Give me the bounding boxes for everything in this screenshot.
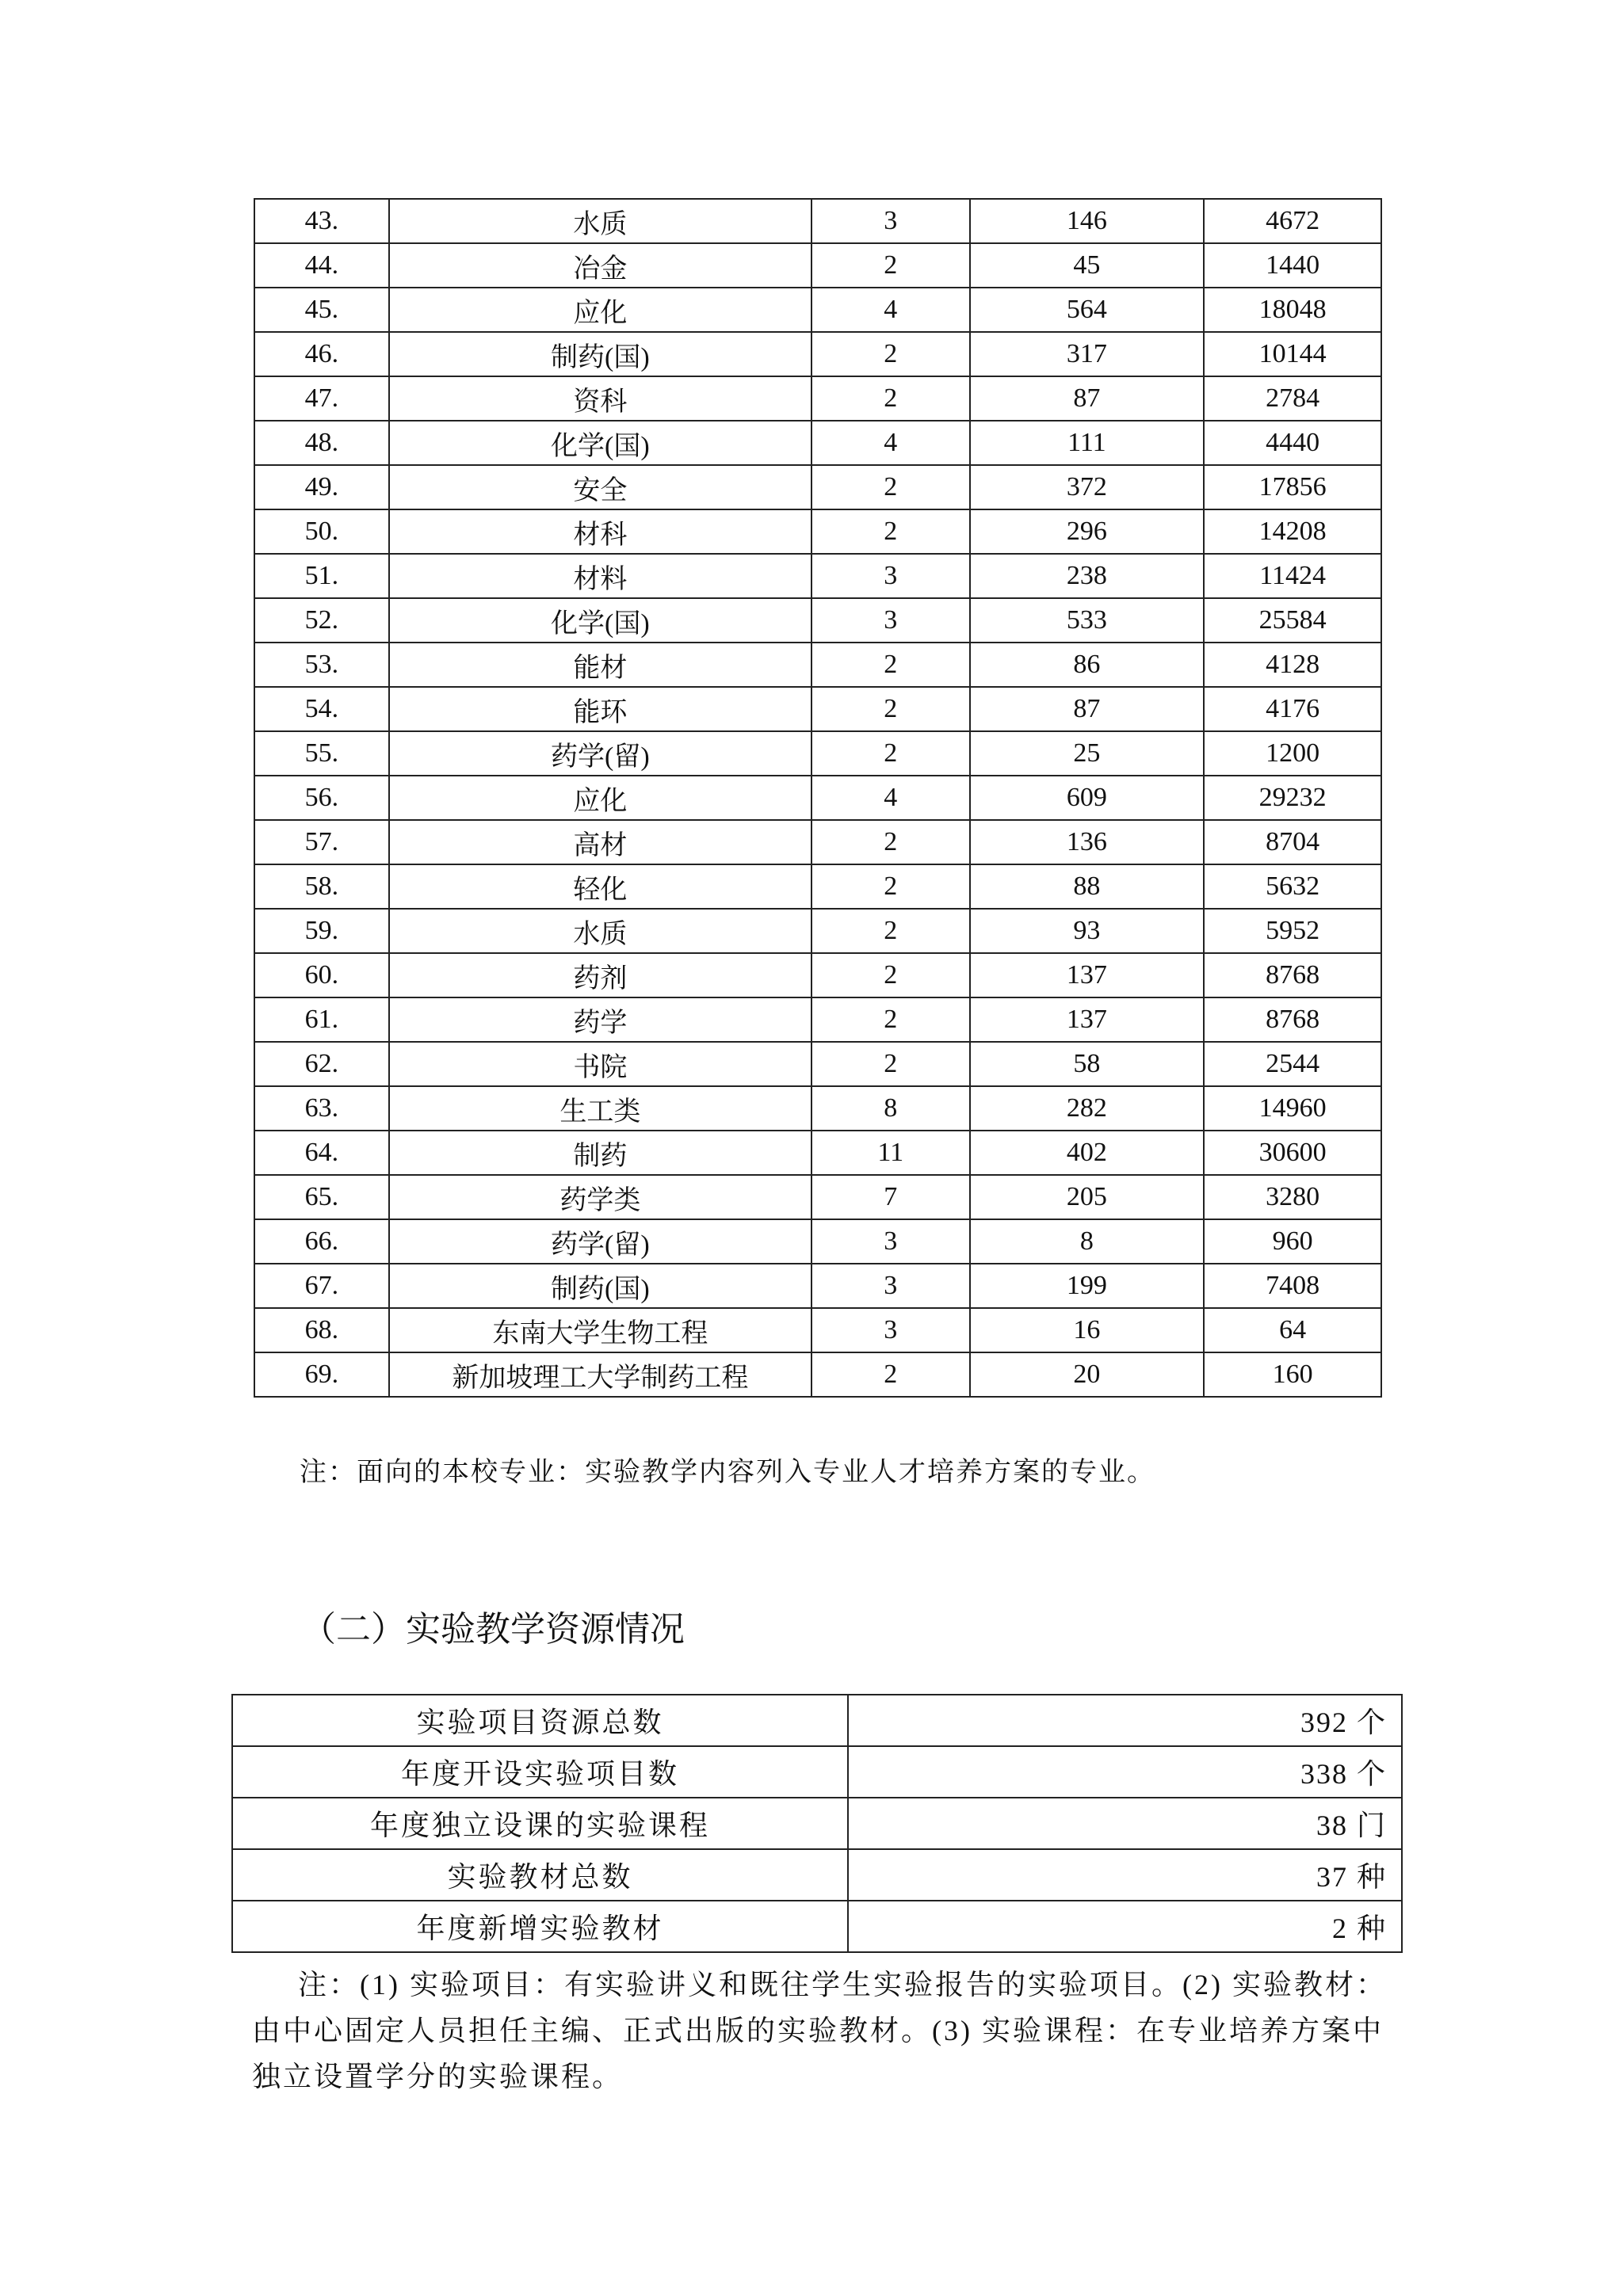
table-row xyxy=(254,1352,1381,1397)
table-row xyxy=(254,1131,1381,1175)
major-name: 能材 xyxy=(389,643,812,687)
student-hours: 4672 xyxy=(1204,199,1381,243)
student-count: 296 xyxy=(970,509,1205,554)
course-count: 2 xyxy=(812,731,970,776)
row-index: 65. xyxy=(254,1175,389,1219)
major-name: 化学(国) xyxy=(389,598,812,643)
table-row xyxy=(232,1901,1402,1952)
student-count: 238 xyxy=(970,554,1205,598)
row-index: 55. xyxy=(254,731,389,776)
student-count: 16 xyxy=(970,1308,1205,1352)
major-name: 材料 xyxy=(389,554,812,598)
table-row xyxy=(254,1264,1381,1308)
course-table xyxy=(254,198,1382,1398)
major-name: 安全 xyxy=(389,465,812,509)
student-hours: 4176 xyxy=(1204,687,1381,731)
table-row xyxy=(232,1746,1402,1798)
student-hours: 4128 xyxy=(1204,643,1381,687)
row-index: 48. xyxy=(254,421,389,465)
row-index: 63. xyxy=(254,1086,389,1131)
major-name: 冶金 xyxy=(389,243,812,288)
course-count: 4 xyxy=(812,288,970,332)
student-hours: 2544 xyxy=(1204,1042,1381,1086)
row-index: 64. xyxy=(254,1131,389,1175)
major-name: 能环 xyxy=(389,687,812,731)
course-count: 7 xyxy=(812,1175,970,1219)
table-row xyxy=(232,1798,1402,1849)
course-count: 11 xyxy=(812,1131,970,1175)
row-index: 50. xyxy=(254,509,389,554)
row-index: 56. xyxy=(254,776,389,820)
major-name: 材科 xyxy=(389,509,812,554)
student-hours: 14208 xyxy=(1204,509,1381,554)
student-count: 317 xyxy=(970,332,1205,376)
major-name: 药学 xyxy=(389,997,812,1042)
student-hours: 14960 xyxy=(1204,1086,1381,1131)
course-count: 2 xyxy=(812,1042,970,1086)
course-count: 3 xyxy=(812,1219,970,1264)
row-index: 67. xyxy=(254,1264,389,1308)
course-count: 3 xyxy=(812,554,970,598)
table-row xyxy=(254,509,1381,554)
student-hours: 17856 xyxy=(1204,465,1381,509)
resource-label: 实验项目资源总数 xyxy=(232,1695,848,1746)
student-hours: 18048 xyxy=(1204,288,1381,332)
student-hours: 960 xyxy=(1204,1219,1381,1264)
student-count: 86 xyxy=(970,643,1205,687)
major-name: 制药(国) xyxy=(389,1264,812,1308)
table-row xyxy=(254,1308,1381,1352)
major-name: 资科 xyxy=(389,376,812,421)
row-index: 54. xyxy=(254,687,389,731)
student-hours: 8704 xyxy=(1204,820,1381,864)
student-count: 87 xyxy=(970,687,1205,731)
student-count: 45 xyxy=(970,243,1205,288)
major-name: 书院 xyxy=(389,1042,812,1086)
table-row xyxy=(254,864,1381,909)
student-hours: 5952 xyxy=(1204,909,1381,953)
student-count: 58 xyxy=(970,1042,1205,1086)
course-count: 3 xyxy=(812,1308,970,1352)
student-count: 20 xyxy=(970,1352,1205,1397)
major-name: 应化 xyxy=(389,776,812,820)
course-count: 2 xyxy=(812,820,970,864)
student-count: 25 xyxy=(970,731,1205,776)
major-name: 化学(国) xyxy=(389,421,812,465)
student-count: 372 xyxy=(970,465,1205,509)
row-index: 58. xyxy=(254,864,389,909)
student-hours: 8768 xyxy=(1204,997,1381,1042)
table-row xyxy=(254,953,1381,997)
student-hours: 25584 xyxy=(1204,598,1381,643)
major-name: 轻化 xyxy=(389,864,812,909)
major-name: 药学(留) xyxy=(389,731,812,776)
student-count: 146 xyxy=(970,199,1205,243)
student-hours: 3280 xyxy=(1204,1175,1381,1219)
course-count: 3 xyxy=(812,1264,970,1308)
student-count: 533 xyxy=(970,598,1205,643)
major-name: 应化 xyxy=(389,288,812,332)
student-count: 564 xyxy=(970,288,1205,332)
row-index: 43. xyxy=(254,199,389,243)
major-name: 制药(国) xyxy=(389,332,812,376)
row-index: 59. xyxy=(254,909,389,953)
course-count: 2 xyxy=(812,643,970,687)
student-count: 137 xyxy=(970,953,1205,997)
resource-note: 注：(1) 实验项目：有实验讲义和既往学生实验报告的实验项目。(2) 实验教材：由中心固定人员担任主编、正式出版的实验教材。(3) 实验课程：在专业培养方案中独立设置学分的实验课程。 xyxy=(252,1969,1387,2092)
course-count: 2 xyxy=(812,376,970,421)
resource-value: 37 种 xyxy=(848,1849,1402,1901)
row-index: 57. xyxy=(254,820,389,864)
student-count: 88 xyxy=(970,864,1205,909)
course-count: 2 xyxy=(812,1352,970,1397)
resource-value: 338 个 xyxy=(848,1746,1402,1798)
table-row xyxy=(254,1219,1381,1264)
student-count: 87 xyxy=(970,376,1205,421)
student-hours: 160 xyxy=(1204,1352,1381,1397)
student-count: 282 xyxy=(970,1086,1205,1131)
course-count: 3 xyxy=(812,598,970,643)
student-count: 609 xyxy=(970,776,1205,820)
major-name: 生工类 xyxy=(389,1086,812,1131)
row-index: 44. xyxy=(254,243,389,288)
course-count: 3 xyxy=(812,199,970,243)
table-row xyxy=(254,1175,1381,1219)
major-name: 药学类 xyxy=(389,1175,812,1219)
row-index: 49. xyxy=(254,465,389,509)
course-count: 2 xyxy=(812,332,970,376)
course-count: 2 xyxy=(812,909,970,953)
student-hours: 2784 xyxy=(1204,376,1381,421)
table-row xyxy=(254,776,1381,820)
table-row xyxy=(254,288,1381,332)
table-row xyxy=(254,1086,1381,1131)
table-row xyxy=(254,465,1381,509)
student-hours: 64 xyxy=(1204,1308,1381,1352)
row-index: 69. xyxy=(254,1352,389,1397)
student-count: 137 xyxy=(970,997,1205,1042)
row-index: 53. xyxy=(254,643,389,687)
row-index: 46. xyxy=(254,332,389,376)
table-row xyxy=(254,643,1381,687)
row-index: 62. xyxy=(254,1042,389,1086)
table-row xyxy=(254,598,1381,643)
student-hours: 30600 xyxy=(1204,1131,1381,1175)
course-count: 8 xyxy=(812,1086,970,1131)
resource-label: 年度新增实验教材 xyxy=(232,1901,848,1952)
major-name: 东南大学生物工程 xyxy=(389,1308,812,1352)
course-table-body xyxy=(254,199,1381,1397)
resource-value: 2 种 xyxy=(848,1901,1402,1952)
table-row xyxy=(254,332,1381,376)
table-row xyxy=(254,909,1381,953)
resource-label: 年度独立设课的实验课程 xyxy=(232,1798,848,1849)
table-row xyxy=(254,731,1381,776)
major-name: 药剂 xyxy=(389,953,812,997)
student-count: 136 xyxy=(970,820,1205,864)
table-row xyxy=(254,997,1381,1042)
course-count: 2 xyxy=(812,953,970,997)
row-index: 52. xyxy=(254,598,389,643)
table-row xyxy=(254,199,1381,243)
student-hours: 10144 xyxy=(1204,332,1381,376)
resource-value: 38 门 xyxy=(848,1798,1402,1849)
table-row xyxy=(254,820,1381,864)
resource-table-body xyxy=(232,1695,1402,1952)
course-count: 2 xyxy=(812,509,970,554)
course-count: 2 xyxy=(812,243,970,288)
row-index: 66. xyxy=(254,1219,389,1264)
major-name: 制药 xyxy=(389,1131,812,1175)
student-hours: 7408 xyxy=(1204,1264,1381,1308)
row-index: 61. xyxy=(254,997,389,1042)
course-count: 2 xyxy=(812,997,970,1042)
course-count: 4 xyxy=(812,421,970,465)
course-count: 2 xyxy=(812,864,970,909)
table-row xyxy=(254,554,1381,598)
table-row xyxy=(232,1695,1402,1746)
row-index: 47. xyxy=(254,376,389,421)
section-title: （二）实验教学资源情况 xyxy=(301,1609,685,1650)
student-count: 402 xyxy=(970,1131,1205,1175)
student-hours: 11424 xyxy=(1204,554,1381,598)
table-note: 注：面向的本校专业：实验教学内容列入专业人才培养方案的专业。 xyxy=(300,1458,1155,1487)
student-hours: 1200 xyxy=(1204,731,1381,776)
table-row xyxy=(254,1042,1381,1086)
resource-label: 年度开设实验项目数 xyxy=(232,1746,848,1798)
row-index: 51. xyxy=(254,554,389,598)
table-row xyxy=(232,1849,1402,1901)
major-name: 高材 xyxy=(389,820,812,864)
student-hours: 29232 xyxy=(1204,776,1381,820)
table-row xyxy=(254,421,1381,465)
student-count: 8 xyxy=(970,1219,1205,1264)
major-name: 新加坡理工大学制药工程 xyxy=(389,1352,812,1397)
student-hours: 4440 xyxy=(1204,421,1381,465)
student-count: 111 xyxy=(970,421,1205,465)
major-name: 药学(留) xyxy=(389,1219,812,1264)
major-name: 水质 xyxy=(389,199,812,243)
student-count: 199 xyxy=(970,1264,1205,1308)
major-name: 水质 xyxy=(389,909,812,953)
table-row xyxy=(254,376,1381,421)
table-row xyxy=(254,687,1381,731)
row-index: 60. xyxy=(254,953,389,997)
student-hours: 8768 xyxy=(1204,953,1381,997)
resource-label: 实验教材总数 xyxy=(232,1849,848,1901)
student-count: 93 xyxy=(970,909,1205,953)
course-count: 2 xyxy=(812,465,970,509)
course-count: 2 xyxy=(812,687,970,731)
resource-table xyxy=(231,1694,1403,1953)
student-hours: 1440 xyxy=(1204,243,1381,288)
student-hours: 5632 xyxy=(1204,864,1381,909)
course-count: 4 xyxy=(812,776,970,820)
row-index: 45. xyxy=(254,288,389,332)
resource-value: 392 个 xyxy=(848,1695,1402,1746)
row-index: 68. xyxy=(254,1308,389,1352)
table-row xyxy=(254,243,1381,288)
student-count: 205 xyxy=(970,1175,1205,1219)
